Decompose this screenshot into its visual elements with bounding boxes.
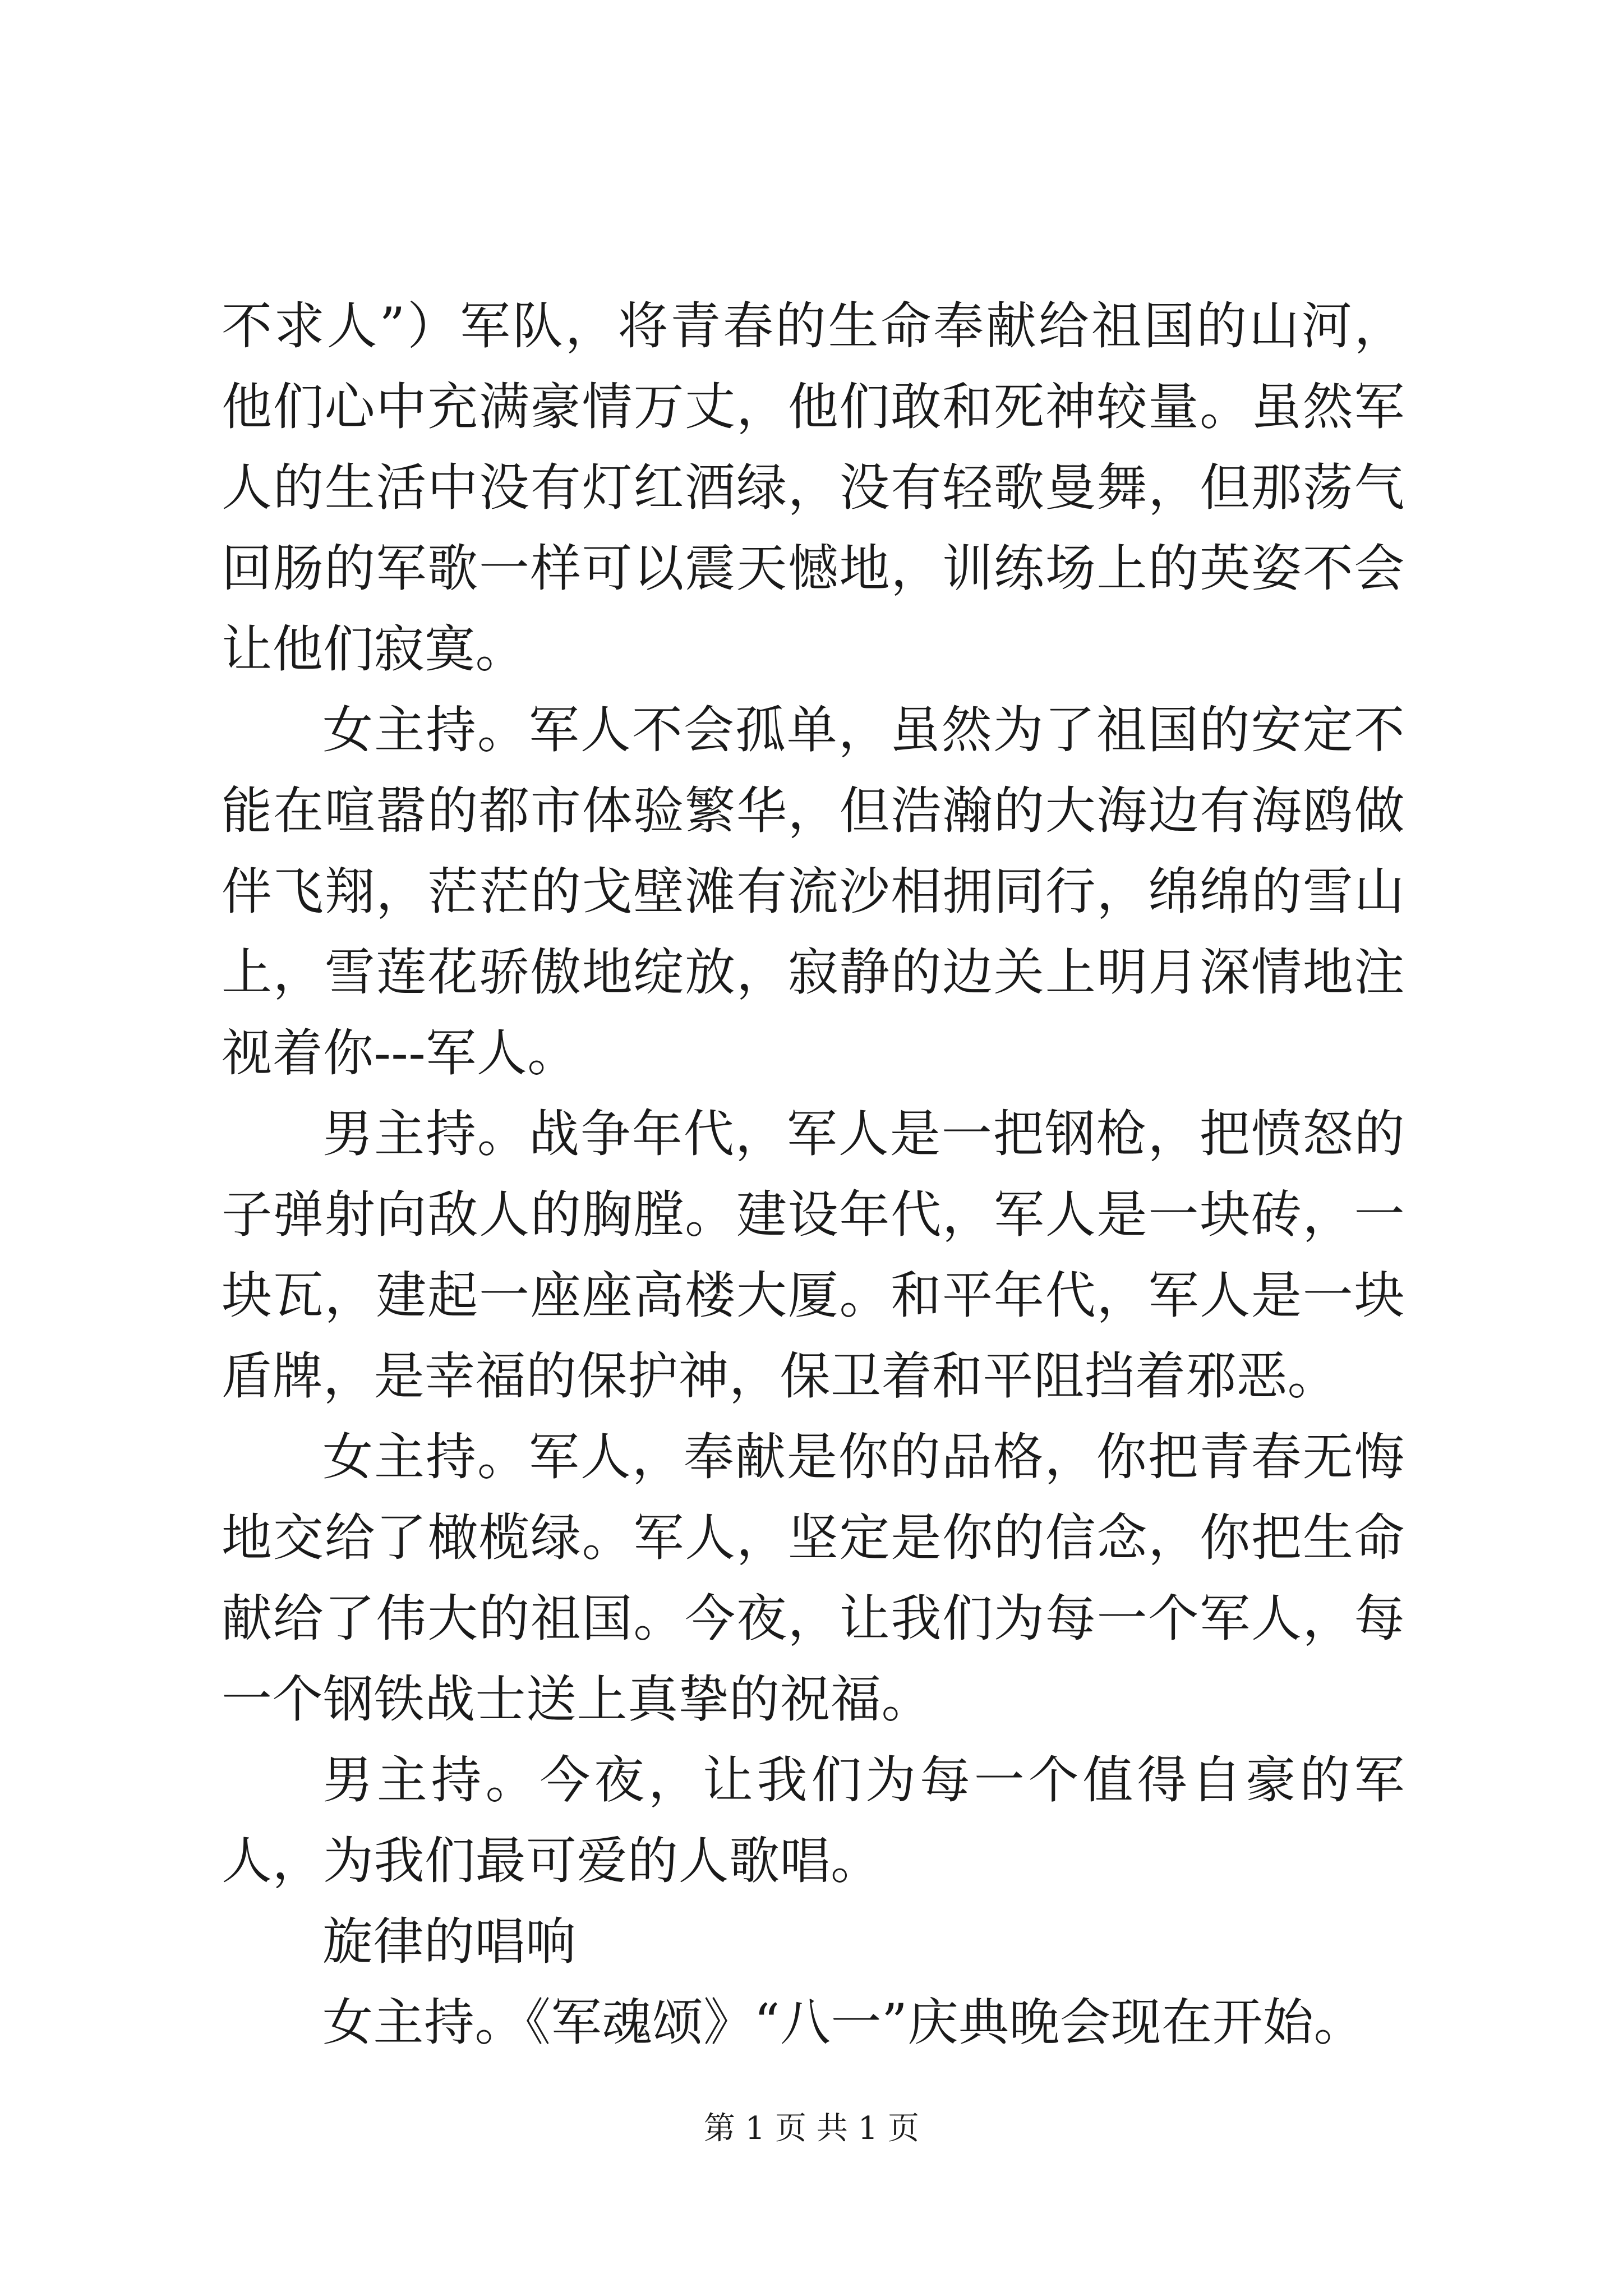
paragraph-7: 女主持。《军魂颂》“八一”庆典晚会现在开始。 — [322, 1993, 1365, 2052]
paragraph-2: 女主持。军人不会孤单，虽然为了祖国的安定不能在喧嚣的都市体验繁华，但浩瀚的大海边有海鸥做伴飞翔，茫茫的戈壁滩有流沙相拥同行，绵绵的雪山上，雪莲花骄傲地绽放，寂静的边关上明月深情地注视着你---军人。 — [222, 701, 1405, 1083]
paragraph-1: 不求人”）军队，将青春的生命奉献给祖国的山河，他们心中充满豪情万丈，他们敢和死神较量。虽然军人的生活中没有灯红酒绿，没有轻歌曼舞，但那荡气回肠的军歌一样可以震天憾地，训练场上的英姿不会让他们寂寞。 — [222, 297, 1405, 679]
paragraph-5: 男主持。今夜，让我们为每一个值得自豪的军人，为我们最可爱的人歌唱。 — [222, 1751, 1405, 1890]
document-body — [222, 286, 1405, 2063]
paragraph-6: 旋律的唱响 — [322, 1912, 577, 1971]
paragraph-4: 女主持。军人，奉献是你的品格，你把青春无悔地交给了橄榄绿。军人，坚定是你的信念，你把生命献给了伟大的祖国。今夜，让我们为每一个军人，每一个钢铁战士送上真挚的祝福。 — [222, 1428, 1405, 1729]
page-number-footer: 第 1 页 共 1 页 — [703, 2110, 920, 2147]
paragraph-3: 男主持。战争年代，军人是一把钢枪，把愤怒的子弹射向敌人的胸膛。建设年代，军人是一块砖，一块瓦，建起一座座高楼大厦。和平年代，军人是一块盾牌，是幸福的保护神，保卫着和平阻挡着邪恶。 — [222, 1105, 1405, 1406]
